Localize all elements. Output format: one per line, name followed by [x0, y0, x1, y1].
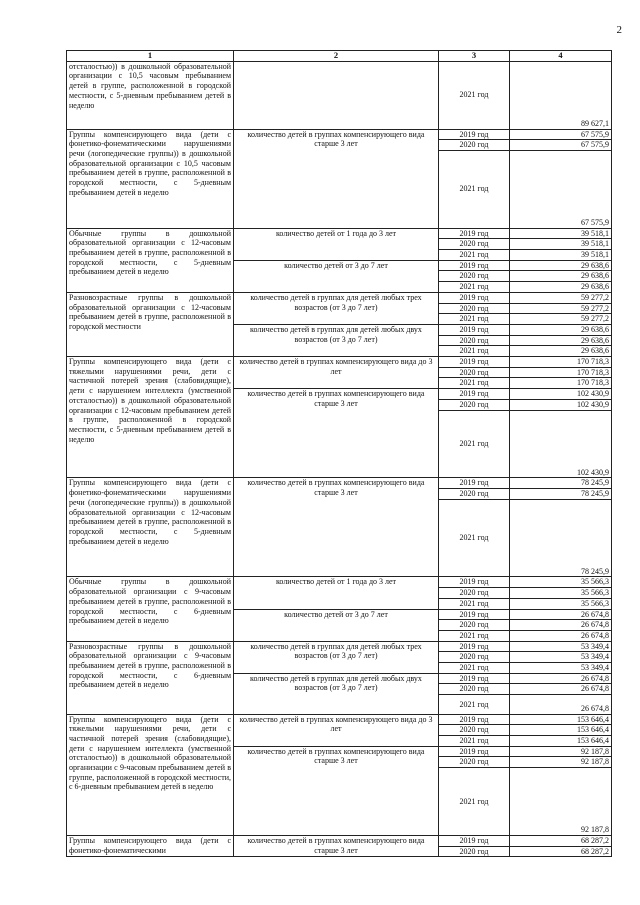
- year-cell: 2021 год: [439, 61, 510, 129]
- value-cell: 89 627,1: [510, 61, 612, 129]
- group-description: Разновозрастные группы в дошкольной образовательной организации с 12-часовым пребыванием детей в группе, расположенной в городской местности: [67, 292, 234, 356]
- year-cell: 2019 год: [439, 641, 510, 652]
- value-cell: 92 187,8: [510, 746, 612, 757]
- year-cell: 2020 год: [439, 684, 510, 695]
- value-cell: 26 674,8: [510, 630, 612, 641]
- group-description: Обычные группы в дошкольной образовательной организации с 9-часовым пребыванием детей в группе, расположенной в городской местности, с 6-дневным пребыванием детей в неделю: [67, 577, 234, 641]
- year-cell: 2021 год: [439, 598, 510, 609]
- header-col-1: 1: [67, 51, 234, 62]
- table-row: [67, 61, 612, 129]
- group-description: Группы компенсирующего вида (дети с фонетико-фонематическими нарушениями речи (логопедические группы)) в дошкольной образовательной организации с 12-часовым пребыванием детей в группе, расположенной в городской местности, с 5-дневным пребыванием детей в неделю: [67, 478, 234, 577]
- indicator-cell: количество детей в группах компенсирующего вида старше 3 лет: [234, 389, 439, 478]
- indicator-cell: количество детей в группах компенсирующего вида старше 3 лет: [234, 478, 439, 577]
- page-number: 2: [616, 24, 622, 36]
- year-cell: 2021 год: [439, 250, 510, 261]
- year-cell: 2019 год: [439, 714, 510, 725]
- year-cell: 2019 год: [439, 260, 510, 271]
- group-description: Группы компенсирующего вида (дети с фонетико-фонематическими нарушениями речи (логопедические группы)) в дошкольной образовательной организации с 10,5 часовым пребыванием детей в группе, расположенной в городской местности, с 5-дневным пребыванием детей в неделю: [67, 129, 234, 228]
- year-cell: 2021 год: [439, 663, 510, 674]
- value-cell: 39 518,1: [510, 239, 612, 250]
- value-cell: 29 638,6: [510, 260, 612, 271]
- value-cell: 92 187,8: [510, 757, 612, 768]
- year-cell: 2021 год: [439, 735, 510, 746]
- table-row: [67, 478, 612, 489]
- year-cell: 2021 год: [439, 499, 510, 577]
- value-cell: 39 518,1: [510, 228, 612, 239]
- year-cell: 2019 год: [439, 324, 510, 335]
- value-cell: 102 430,9: [510, 399, 612, 410]
- indicator-cell: количество детей в группах компенсирующего вида до 3 лет: [234, 357, 439, 389]
- year-cell: 2020 год: [439, 239, 510, 250]
- year-cell: 2021 год: [439, 151, 510, 229]
- table-row: [67, 292, 612, 303]
- value-cell: 53 349,4: [510, 652, 612, 663]
- value-cell: 170 718,3: [510, 357, 612, 368]
- value-cell: 78 245,9: [510, 478, 612, 489]
- value-cell: 59 277,2: [510, 314, 612, 325]
- group-description: отсталостью)) в дошкольной образовательной организации с 10,5 часовым пребыванием детей в группе, расположенной в городской местности, с 5-дневным пребыванием детей в неделю: [67, 61, 234, 129]
- table-row: [67, 228, 612, 239]
- year-cell: 2019 год: [439, 389, 510, 400]
- year-cell: 2020 год: [439, 652, 510, 663]
- year-cell: 2020 год: [439, 725, 510, 736]
- value-cell: 29 638,6: [510, 282, 612, 293]
- value-cell: 26 674,8: [510, 695, 612, 714]
- value-cell: 59 277,2: [510, 292, 612, 303]
- value-cell: 26 674,8: [510, 684, 612, 695]
- value-cell: 26 674,8: [510, 673, 612, 684]
- table-row: [67, 714, 612, 725]
- year-cell: 2021 год: [439, 346, 510, 357]
- year-cell: 2019 год: [439, 609, 510, 620]
- indicator-cell: количество детей в группах компенсирующего вида старше 3 лет: [234, 746, 439, 835]
- value-cell: 153 646,4: [510, 714, 612, 725]
- year-cell: 2020 год: [439, 303, 510, 314]
- year-cell: 2021 год: [439, 378, 510, 389]
- year-cell: 2021 год: [439, 695, 510, 714]
- value-cell: 67 575,9: [510, 151, 612, 229]
- value-cell: 92 187,8: [510, 768, 612, 836]
- indicator-cell: количество детей в группах для детей любых двух возрастов (от 3 до 7 лет): [234, 673, 439, 714]
- value-cell: 26 674,8: [510, 620, 612, 631]
- indicator-cell: количество детей в группах для детей любых трех возрастов (от 3 до 7 лет): [234, 641, 439, 673]
- year-cell: 2021 год: [439, 768, 510, 836]
- table-row: [67, 641, 612, 652]
- tariff-table: [66, 50, 612, 857]
- table-row: [67, 129, 612, 140]
- year-cell: 2020 год: [439, 588, 510, 599]
- year-cell: 2020 год: [439, 489, 510, 500]
- year-cell: 2019 год: [439, 746, 510, 757]
- year-cell: 2019 год: [439, 292, 510, 303]
- value-cell: 68 287,2: [510, 835, 612, 846]
- value-cell: 35 566,3: [510, 577, 612, 588]
- value-cell: 153 646,4: [510, 725, 612, 736]
- group-description: Группы компенсирующего вида (дети с тяжелыми нарушениями речи, дети с частичной потерей зрения (слабовидящие), дети с нарушением интеллекта (умственной отсталостью)) в дошкольной образовательной организации с 12-часовым пребыванием детей в группе, расположенной в городской местности, с 5-дневным пребыванием детей в неделю: [67, 357, 234, 478]
- value-cell: 67 575,9: [510, 129, 612, 140]
- year-cell: 2021 год: [439, 410, 510, 478]
- table-body: [67, 61, 612, 857]
- indicator-cell: количество детей в группах для детей любых двух возрастов (от 3 до 7 лет): [234, 324, 439, 356]
- value-cell: 29 638,6: [510, 346, 612, 357]
- indicator-cell: [234, 61, 439, 129]
- value-cell: 68 287,2: [510, 846, 612, 857]
- year-cell: 2021 год: [439, 282, 510, 293]
- year-cell: 2020 год: [439, 399, 510, 410]
- value-cell: 39 518,1: [510, 250, 612, 261]
- year-cell: 2019 год: [439, 129, 510, 140]
- year-cell: 2020 год: [439, 335, 510, 346]
- year-cell: 2019 год: [439, 673, 510, 684]
- value-cell: 29 638,6: [510, 324, 612, 335]
- year-cell: 2020 год: [439, 846, 510, 857]
- indicator-cell: количество детей от 1 года до 3 лет: [234, 577, 439, 609]
- year-cell: 2020 год: [439, 757, 510, 768]
- value-cell: 78 245,9: [510, 489, 612, 500]
- value-cell: 102 430,9: [510, 389, 612, 400]
- year-cell: 2019 год: [439, 577, 510, 588]
- value-cell: 78 245,9: [510, 499, 612, 577]
- value-cell: 53 349,4: [510, 641, 612, 652]
- value-cell: 26 674,8: [510, 609, 612, 620]
- indicator-cell: количество детей от 1 года до 3 лет: [234, 228, 439, 260]
- table-row: [67, 835, 612, 846]
- group-description: Группы компенсирующего вида (дети с фонетико-фонематическими: [67, 835, 234, 856]
- value-cell: 170 718,3: [510, 378, 612, 389]
- group-description: Обычные группы в дошкольной образовательной организации с 12-часовым пребыванием детей в группе, расположенной в городской местности, с 5-дневным пребыванием детей в неделю: [67, 228, 234, 292]
- indicator-cell: количество детей от 3 до 7 лет: [234, 609, 439, 641]
- indicator-cell: количество детей в группах компенсирующего вида старше 3 лет: [234, 835, 439, 856]
- value-cell: 53 349,4: [510, 663, 612, 674]
- indicator-cell: количество детей в группах компенсирующего вида старше 3 лет: [234, 129, 439, 228]
- header-row: [67, 51, 612, 62]
- year-cell: 2020 год: [439, 620, 510, 631]
- value-cell: 102 430,9: [510, 410, 612, 478]
- value-cell: 35 566,3: [510, 598, 612, 609]
- header-col-4: 4: [510, 51, 612, 62]
- indicator-cell: количество детей от 3 до 7 лет: [234, 260, 439, 292]
- header-col-3: 3: [439, 51, 510, 62]
- table-row: [67, 577, 612, 588]
- value-cell: 29 638,6: [510, 335, 612, 346]
- year-cell: 2020 год: [439, 367, 510, 378]
- year-cell: 2019 год: [439, 478, 510, 489]
- table-row: [67, 357, 612, 368]
- value-cell: 59 277,2: [510, 303, 612, 314]
- group-description: Разновозрастные группы в дошкольной образовательной организации с 9-часовым пребыванием детей в группе, расположенной в городской местности, с 6-дневным пребыванием детей в неделю: [67, 641, 234, 714]
- header-col-2: 2: [234, 51, 439, 62]
- year-cell: 2019 год: [439, 835, 510, 846]
- group-description: Группы компенсирующего вида (дети с тяжелыми нарушениями речи, дети с частичной потерей зрения (слабовидящие), дети с нарушением интеллекта (умственной отсталостью)) в дошкольной образовательной организации с 9-часовым пребыванием детей в группе, расположенной в городской местности, с 6-дневным пребыванием детей в неделю: [67, 714, 234, 835]
- year-cell: 2019 год: [439, 357, 510, 368]
- indicator-cell: количество детей в группах компенсирующего вида до 3 лет: [234, 714, 439, 746]
- value-cell: 67 575,9: [510, 140, 612, 151]
- year-cell: 2021 год: [439, 630, 510, 641]
- year-cell: 2021 год: [439, 314, 510, 325]
- value-cell: 153 646,4: [510, 735, 612, 746]
- value-cell: 29 638,6: [510, 271, 612, 282]
- value-cell: 170 718,3: [510, 367, 612, 378]
- year-cell: 2020 год: [439, 140, 510, 151]
- indicator-cell: количество детей в группах для детей любых трех возрастов (от 3 до 7 лет): [234, 292, 439, 324]
- value-cell: 35 566,3: [510, 588, 612, 599]
- year-cell: 2020 год: [439, 271, 510, 282]
- year-cell: 2019 год: [439, 228, 510, 239]
